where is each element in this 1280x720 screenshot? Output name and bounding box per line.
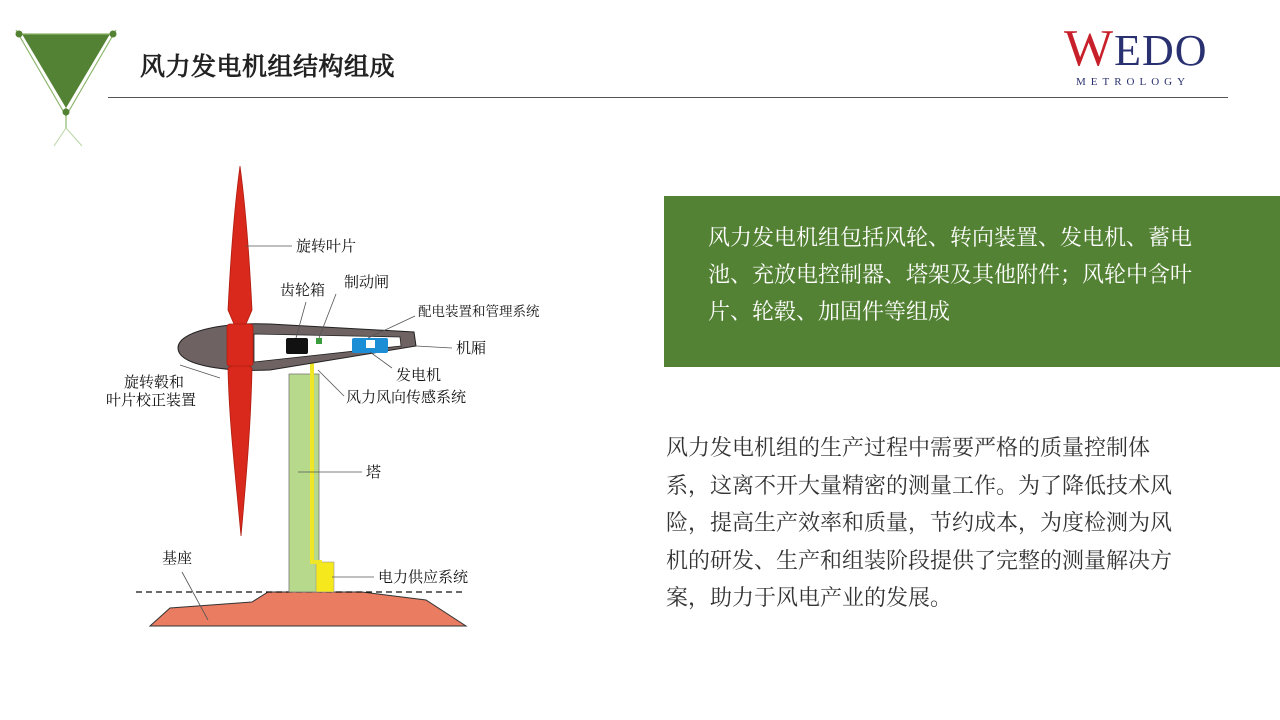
lower-blade	[228, 364, 252, 536]
label-blade: 旋转叶片	[296, 239, 357, 255]
rotor-hub	[227, 324, 253, 366]
brake	[316, 338, 322, 344]
label-generator: 发电机	[396, 368, 442, 384]
label-base: 基座	[162, 551, 193, 567]
power-cable	[312, 346, 366, 562]
power-supply-box	[316, 562, 334, 592]
wind-turbine-diagram	[100, 160, 570, 640]
brand-logo	[1064, 20, 1214, 94]
body-paragraph: 风力发电机组的生产过程中需要严格的质量控制体系，这离不开大量精密的测量工作。为了降低技术风险，提高生产效率和质量，节约成本，为度检测为风机的研发、生产和组装阶段提供了完整的测量解决方案，助力于风电产业的发展。	[666, 436, 1173, 611]
brand-letter-w: W	[1064, 20, 1115, 77]
label-hub-line2: 叶片校正装置	[106, 393, 197, 409]
label-gearbox: 齿轮箱	[280, 283, 326, 299]
header-divider	[108, 97, 1228, 98]
summary-text: 风力发电机组包括风轮、转向装置、发电机、蓄电池、充放电控制器、塔架及其他附件；风轮中含叶片、轮毂、加固件等组成	[708, 226, 1193, 325]
label-nacelle: 机厢	[456, 341, 487, 357]
label-tower: 塔	[366, 465, 382, 481]
label-power-mgmt: 配电装置和管理系统	[418, 304, 540, 319]
turbine-tower	[289, 374, 319, 592]
label-power-supply: 电力供应系统	[378, 570, 469, 586]
summary-box	[664, 196, 1280, 367]
label-wind-sensor: 风力风向传感系统	[346, 390, 467, 406]
brand-letters: EDO	[1114, 26, 1208, 75]
corner-triangle-logo	[14, 28, 118, 148]
brand-wordmark	[1064, 20, 1208, 77]
generator-core	[366, 340, 375, 348]
brand-subtitle: METROLOGY	[1076, 76, 1191, 88]
upper-blade	[228, 166, 252, 324]
page-title: 风力发电机组结构组成	[140, 52, 396, 81]
turbine-base	[150, 592, 466, 626]
label-hub-line1: 旋转毂和	[124, 375, 185, 391]
gearbox	[286, 338, 308, 354]
label-brake: 制动闸	[344, 275, 390, 291]
